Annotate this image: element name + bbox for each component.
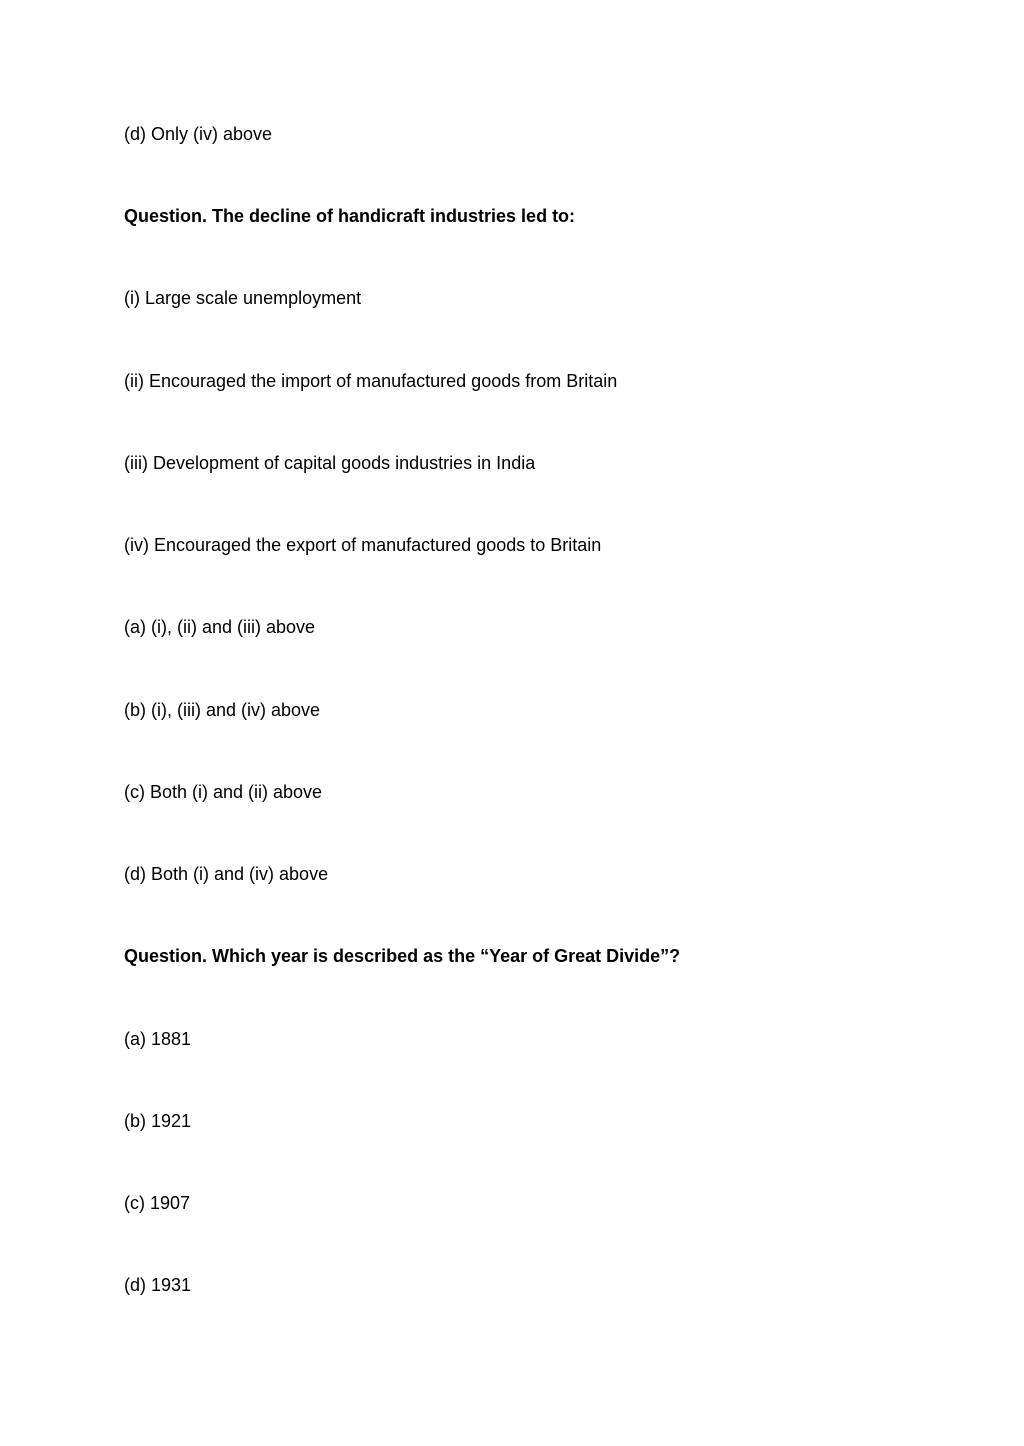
- year-option-d: (d) 1931: [124, 1275, 192, 1295]
- year-option-b: (b) 1921: [124, 1111, 192, 1131]
- option-d: (d) Both (i) and (iv) above: [124, 864, 329, 884]
- question-great-divide: Question. Which year is described as the “Year of Great Divide”?: [124, 946, 681, 966]
- question-handicraft-decline: Question. The decline of handicraft industries led to:: [124, 206, 576, 226]
- statement-iv: (iv) Encouraged the export of manufactured goods to Britain: [124, 535, 602, 555]
- option-c: (c) Both (i) and (ii) above: [124, 782, 323, 802]
- statement-ii: (ii) Encouraged the import of manufactured goods from Britain: [124, 371, 618, 391]
- option-b: (b) (i), (iii) and (iv) above: [124, 700, 321, 720]
- option-a: (a) (i), (ii) and (iii) above: [124, 617, 316, 637]
- year-option-c: (c) 1907: [124, 1193, 191, 1213]
- year-option-a: (a) 1881: [124, 1029, 192, 1049]
- statement-iii: (iii) Development of capital goods industries in India: [124, 453, 536, 473]
- statement-i: (i) Large scale unemployment: [124, 288, 362, 308]
- prev-question-option-d: (d) Only (iv) above: [124, 124, 273, 144]
